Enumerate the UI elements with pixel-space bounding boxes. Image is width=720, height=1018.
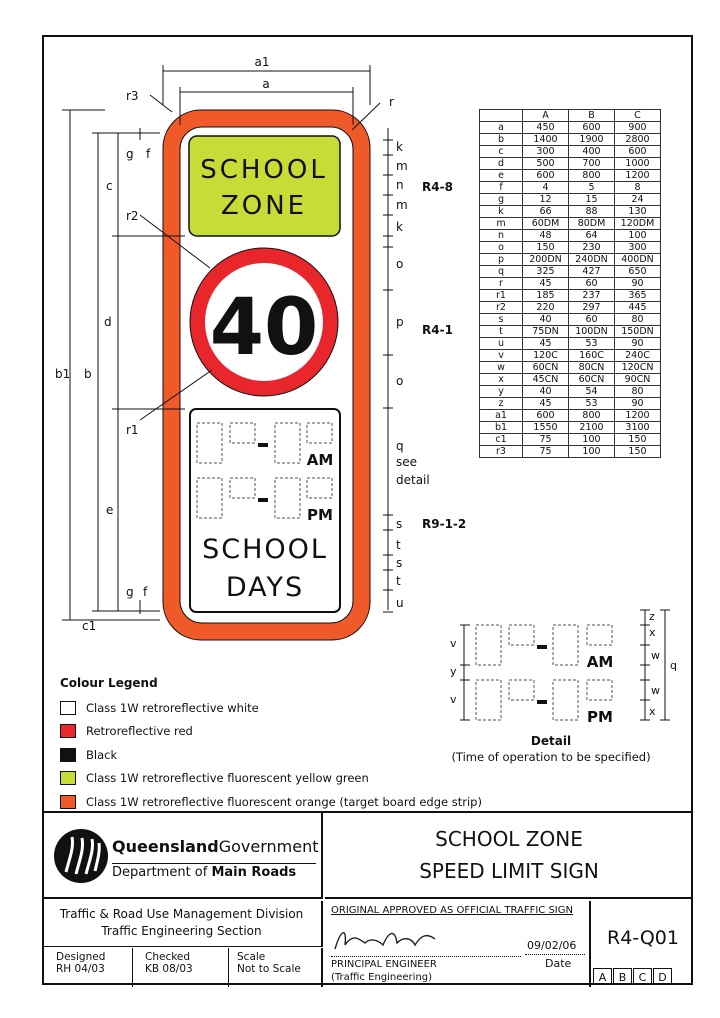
dept-bold: Main Roads	[211, 865, 297, 880]
table-cell: 150DN	[615, 326, 661, 338]
engineer-sub: (Traffic Engineering)	[331, 972, 433, 983]
svg-text:a1: a1	[254, 55, 270, 69]
table-row-symbol: y	[480, 386, 523, 398]
revision-boxes	[593, 968, 693, 987]
approval-cell	[325, 901, 591, 987]
designed-cell: Designed RH 04/03	[42, 948, 133, 987]
table-cell: 800	[569, 170, 615, 182]
legend-swatch	[60, 795, 76, 809]
drawing-title-line2: SPEED LIMIT SIGN	[419, 859, 599, 883]
table-row-symbol: w	[480, 362, 523, 374]
svg-text:y: y	[450, 665, 457, 678]
svg-text:e: e	[106, 503, 114, 517]
table-row-symbol: s	[480, 314, 523, 326]
table-cell: 40	[523, 314, 569, 326]
table-row	[480, 434, 661, 446]
table-row	[480, 302, 661, 314]
table-row	[480, 254, 661, 266]
table-cell: 53	[569, 338, 615, 350]
svg-text:w: w	[651, 649, 660, 662]
table-row-symbol: a1	[480, 410, 523, 422]
svg-text:c1: c1	[82, 619, 97, 633]
revision-box: C	[633, 968, 652, 985]
table-cell: 100	[569, 434, 615, 446]
table-cell: 500	[523, 158, 569, 170]
svg-text:r2: r2	[126, 209, 139, 223]
legend-item	[60, 743, 482, 767]
table-cell: 1200	[615, 170, 661, 182]
table-cell: 130	[615, 206, 661, 218]
table-cell: 160C	[569, 350, 615, 362]
table-row-symbol: b1	[480, 422, 523, 434]
table-cell: 700	[569, 158, 615, 170]
table-cell: 120DM	[615, 218, 661, 230]
division-cell	[42, 901, 323, 947]
dimension-table	[479, 109, 661, 458]
table-row-symbol: c	[480, 146, 523, 158]
table-cell: 60	[569, 278, 615, 290]
table-cell: 1000	[615, 158, 661, 170]
table-row-symbol: f	[480, 182, 523, 194]
table-cell: 45CN	[523, 374, 569, 386]
table-cell: 2100	[569, 422, 615, 434]
table-cell: 45	[523, 398, 569, 410]
table-row	[480, 278, 661, 290]
table-cell: 600	[615, 146, 661, 158]
svg-text:t: t	[396, 574, 401, 588]
svg-text:p: p	[396, 315, 404, 329]
table-row	[480, 446, 661, 458]
svg-text:q: q	[396, 439, 404, 453]
table-row-symbol: r1	[480, 290, 523, 302]
table-row-symbol: q	[480, 266, 523, 278]
org-bold: Queensland	[112, 837, 219, 856]
table-row-symbol: z	[480, 398, 523, 410]
svg-text:b: b	[84, 367, 92, 381]
svg-text:s: s	[396, 517, 403, 531]
school-zone-line2: ZONE	[220, 191, 308, 221]
table-row-symbol: b	[480, 134, 523, 146]
org-rest: Government	[218, 837, 319, 856]
table-row	[480, 194, 661, 206]
table-cell: 1900	[569, 134, 615, 146]
svg-text:v: v	[450, 693, 457, 706]
table-row-symbol: p	[480, 254, 523, 266]
table-cell: 88	[569, 206, 615, 218]
am-label: AM	[306, 451, 334, 469]
approved-text: ORIGINAL APPROVED AS OFFICIAL TRAFFIC SIGN	[331, 905, 573, 916]
table-header-cell	[480, 110, 523, 122]
table-row	[480, 314, 661, 326]
table-cell: 53	[569, 398, 615, 410]
svg-text:PM: PM	[587, 708, 613, 726]
svg-text:f: f	[143, 585, 148, 599]
table-row	[480, 170, 661, 182]
table-cell: 1200	[615, 410, 661, 422]
table-cell: 120C	[523, 350, 569, 362]
table-row	[480, 182, 661, 194]
table-row	[480, 266, 661, 278]
section: Traffic Engineering Section	[101, 924, 262, 938]
table-cell: 3100	[615, 422, 661, 434]
legend-swatch	[60, 724, 76, 738]
table-cell: 75	[523, 446, 569, 458]
table-cell: 90CN	[615, 374, 661, 386]
queensland-logo-icon	[52, 827, 110, 885]
table-row	[480, 242, 661, 254]
table-cell: 240C	[615, 350, 661, 362]
drawing-code: R4-Q01	[607, 927, 679, 949]
svg-text:v: v	[450, 637, 457, 650]
table-row	[480, 230, 661, 242]
table-cell: 240DN	[569, 254, 615, 266]
table-cell: 2800	[615, 134, 661, 146]
svg-text:g: g	[126, 585, 134, 599]
svg-text:z: z	[649, 610, 655, 623]
table-row-symbol: v	[480, 350, 523, 362]
table-cell: 185	[523, 290, 569, 302]
svg-text:x: x	[649, 705, 656, 718]
table-cell: 300	[615, 242, 661, 254]
svg-text:s: s	[396, 556, 403, 570]
legend-label: Class 1W retroreflective fluorescent orange (target board edge strip)	[86, 794, 482, 809]
table-cell: 90	[615, 338, 661, 350]
division: Traffic & Road Use Management Division	[59, 907, 304, 921]
table-row-symbol: e	[480, 170, 523, 182]
table-header-cell: B	[569, 110, 615, 122]
table-row-symbol: r2	[480, 302, 523, 314]
legend-swatch	[60, 771, 76, 785]
legend-item	[60, 696, 482, 720]
table-cell: 650	[615, 266, 661, 278]
school-zone-line1: SCHOOL	[200, 155, 328, 185]
svg-text:w: w	[651, 684, 660, 697]
svg-text:k: k	[396, 140, 403, 154]
drawing-title-cell	[325, 813, 693, 899]
table-row	[480, 398, 661, 410]
legend-swatch	[60, 701, 76, 715]
table-cell: 150	[615, 446, 661, 458]
table-cell: 40	[523, 386, 569, 398]
table-cell: 297	[569, 302, 615, 314]
table-cell: 100DN	[569, 326, 615, 338]
table-cell: 66	[523, 206, 569, 218]
table-cell: 80DM	[569, 218, 615, 230]
school-days-line2: DAYS	[225, 572, 305, 603]
table-cell: 4	[523, 182, 569, 194]
title-block	[42, 811, 693, 987]
table-cell: 45	[523, 338, 569, 350]
table-row-symbol: r	[480, 278, 523, 290]
table-cell: 237	[569, 290, 615, 302]
table-row-symbol: g	[480, 194, 523, 206]
checked-cell: Checked KB 08/03	[133, 948, 229, 987]
table-row-symbol: k	[480, 206, 523, 218]
table-row	[480, 122, 661, 134]
table-row-symbol: u	[480, 338, 523, 350]
table-cell: 80CN	[569, 362, 615, 374]
code-r4-8: R4-8	[422, 180, 453, 194]
svg-text:b1: b1	[55, 367, 71, 381]
revision-box: D	[653, 968, 672, 985]
table-header-cell: C	[615, 110, 661, 122]
table-cell: 90	[615, 278, 661, 290]
table-row	[480, 134, 661, 146]
table-cell: 75DN	[523, 326, 569, 338]
colour-legend	[60, 676, 482, 814]
table-row	[480, 158, 661, 170]
svg-text:o: o	[396, 257, 404, 271]
table-cell: 600	[523, 170, 569, 182]
legend-item	[60, 720, 482, 744]
legend-label: Retroreflective red	[86, 724, 193, 739]
table-cell: 325	[523, 266, 569, 278]
table-cell: 60DM	[523, 218, 569, 230]
speed-value: 40	[209, 283, 319, 373]
legend-label: Class 1W retroreflective fluorescent yellow green	[86, 771, 369, 786]
table-row	[480, 326, 661, 338]
table-cell: 75	[523, 434, 569, 446]
code-r9-1-2: R9-1-2	[422, 517, 467, 531]
table-row	[480, 146, 661, 158]
drawing-title-line1: SCHOOL ZONE	[435, 827, 583, 851]
revision-box: B	[613, 968, 632, 985]
table-row	[480, 422, 661, 434]
table-cell: 8	[615, 182, 661, 194]
table-cell: 900	[615, 122, 661, 134]
table-row-symbol: n	[480, 230, 523, 242]
table-cell: 365	[615, 290, 661, 302]
table-cell: 80	[615, 314, 661, 326]
table-cell: 90	[615, 398, 661, 410]
table-cell: 64	[569, 230, 615, 242]
svg-text:a: a	[262, 77, 270, 91]
table-row	[480, 410, 661, 422]
table-cell: 220	[523, 302, 569, 314]
legend-label: Class 1W retroreflective white	[86, 700, 259, 715]
detail-title: Detail	[530, 734, 572, 748]
table-cell: 5	[569, 182, 615, 194]
table-cell: 450	[523, 122, 569, 134]
table-cell: 1550	[523, 422, 569, 434]
table-cell: 400DN	[615, 254, 661, 266]
school-days-line1: SCHOOL	[202, 534, 328, 565]
legend-item	[60, 767, 482, 791]
legend-swatch	[60, 748, 76, 762]
dept-pre: Department of	[112, 865, 212, 880]
drawing-code-cell	[593, 901, 693, 971]
detail-subtitle: (Time of operation to be specified)	[451, 750, 651, 764]
table-row	[480, 218, 661, 230]
table-cell: 24	[615, 194, 661, 206]
table-cell: 100	[615, 230, 661, 242]
svg-text:c: c	[106, 179, 113, 193]
table-cell: 1400	[523, 134, 569, 146]
table-cell: 60CN	[569, 374, 615, 386]
table-cell: 200DN	[523, 254, 569, 266]
code-r4-1: R4-1	[422, 323, 453, 337]
see-detail-2: detail	[396, 473, 430, 487]
table-cell: 400	[569, 146, 615, 158]
table-cell: 45	[523, 278, 569, 290]
table-row	[480, 338, 661, 350]
table-cell: 150	[615, 434, 661, 446]
table-row	[480, 386, 661, 398]
table-cell: 120CN	[615, 362, 661, 374]
see-detail-1: see	[396, 455, 418, 469]
table-cell: 15	[569, 194, 615, 206]
table-cell: 600	[523, 410, 569, 422]
table-row	[480, 374, 661, 386]
table-row	[480, 290, 661, 302]
table-cell: 427	[569, 266, 615, 278]
svg-text:q: q	[670, 659, 677, 672]
svg-text:t: t	[396, 538, 401, 552]
svg-text:n: n	[396, 178, 404, 192]
revision-box: A	[593, 968, 612, 985]
table-cell: 60	[569, 314, 615, 326]
table-header-cell: A	[523, 110, 569, 122]
table-row	[480, 350, 661, 362]
table-row-symbol: t	[480, 326, 523, 338]
table-cell: 60CN	[523, 362, 569, 374]
school-zone-panel	[189, 136, 340, 236]
logo-cell	[42, 813, 323, 899]
legend-item	[60, 790, 482, 814]
table-row	[480, 362, 661, 374]
svg-text:g: g	[126, 147, 134, 161]
scale-cell: Scale Not to Scale	[229, 948, 323, 987]
svg-text:x: x	[649, 626, 656, 639]
table-cell: 230	[569, 242, 615, 254]
engineer: PRINCIPAL ENGINEER	[331, 959, 437, 970]
table-cell: 445	[615, 302, 661, 314]
table-row	[480, 206, 661, 218]
date-label: Date	[545, 957, 572, 970]
svg-text:r1: r1	[126, 423, 139, 437]
table-row-symbol: x	[480, 374, 523, 386]
signature-icon	[331, 919, 441, 959]
svg-text:o: o	[396, 374, 404, 388]
legend-title: Colour Legend	[60, 676, 158, 690]
svg-text:d: d	[104, 315, 112, 329]
table-row-symbol: c1	[480, 434, 523, 446]
svg-text:f: f	[146, 147, 151, 161]
table-row-symbol: m	[480, 218, 523, 230]
svg-text:m: m	[396, 198, 408, 212]
pm-label: PM	[307, 506, 333, 524]
table-cell: 80	[615, 386, 661, 398]
table-cell: 12	[523, 194, 569, 206]
table-cell: 48	[523, 230, 569, 242]
table-row-symbol: o	[480, 242, 523, 254]
svg-text:k: k	[396, 220, 403, 234]
table-cell: 800	[569, 410, 615, 422]
table-row-symbol: d	[480, 158, 523, 170]
svg-text:AM: AM	[586, 653, 614, 671]
table-row-symbol: r3	[480, 446, 523, 458]
date-value: 09/02/06	[527, 939, 577, 952]
table-cell: 150	[523, 242, 569, 254]
table-cell: 54	[569, 386, 615, 398]
svg-text:u: u	[396, 596, 404, 610]
table-row-symbol: a	[480, 122, 523, 134]
table-cell: 600	[569, 122, 615, 134]
legend-label: Black	[86, 747, 118, 762]
svg-text:r: r	[389, 95, 394, 109]
table-cell: 300	[523, 146, 569, 158]
svg-text:r3: r3	[126, 89, 139, 103]
table-cell: 100	[569, 446, 615, 458]
svg-text:m: m	[396, 159, 408, 173]
